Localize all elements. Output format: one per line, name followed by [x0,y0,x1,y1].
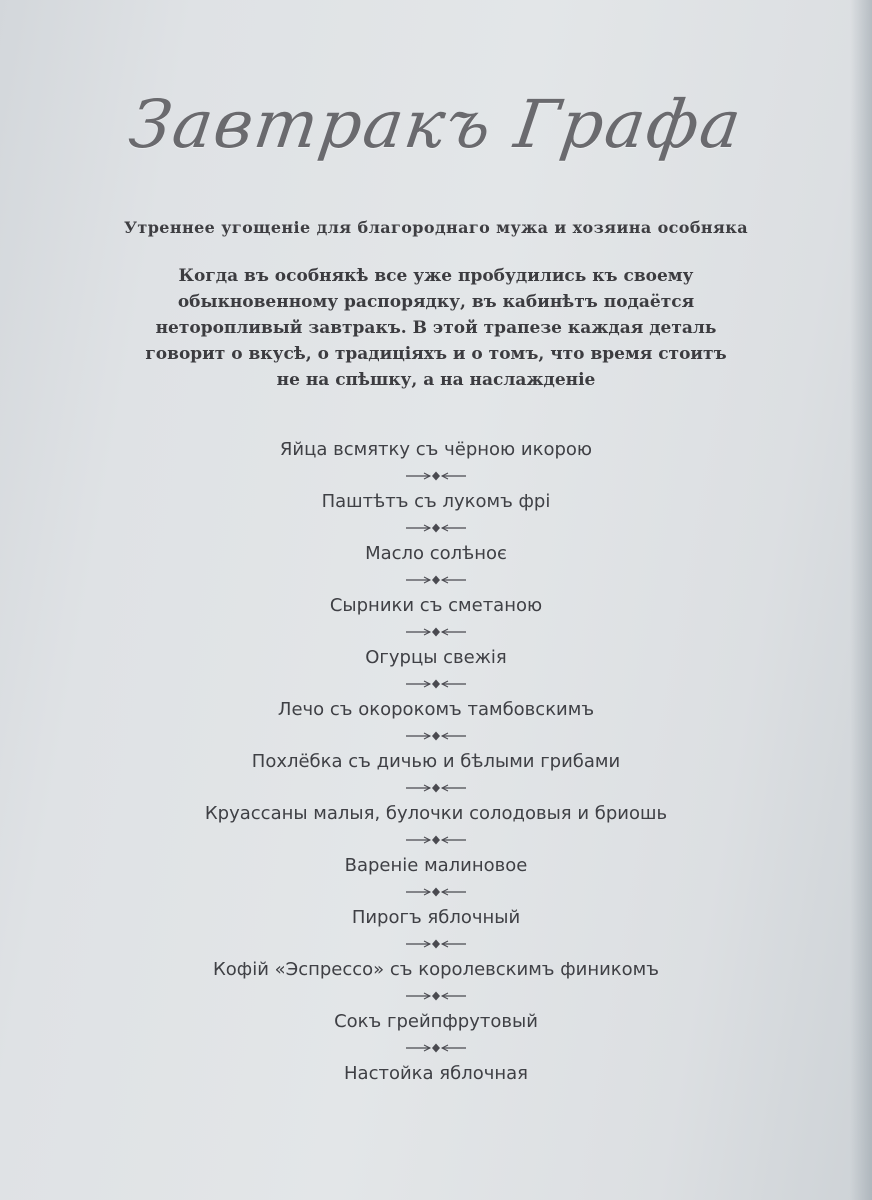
intro-line: неторопливый завтракъ. В этой трапезе каждая деталь [155,318,717,338]
menu-item: Кофій «Эспрессо» съ королевскимъ финикомъ [213,959,659,980]
ornament-divider [0,879,872,904]
ornament-divider [0,463,872,488]
menu-item: Круассаны малыя, булочки солодовыя и бриошь [204,803,668,824]
ornament-divider [0,723,872,748]
intro-paragraph [60,263,812,393]
intro-line: не на спѣшку, а на наслажденіе [276,370,596,390]
ornament-divider [0,671,872,696]
menu-item: Огурцы свежія [365,647,507,668]
menu-item: Паштѣтъ съ лукомъ фрі [321,491,551,512]
page-title: Завтракъ Графа [124,86,748,163]
ornament-divider [0,567,872,592]
ornament-divider [0,983,872,1008]
menu-item: Вареніе малиновое [344,855,528,876]
intro-line: обыкновенному распорядку, въ кабинѣтъ подаётся [177,292,695,312]
menu-item: Яйца всмятку съ чёрною икорою [279,439,593,460]
menu-item: Похлёбка съ дичью и бѣлыми грибами [251,751,621,772]
intro-line: говорит о вкусѣ, о традиціяхъ и о томъ, что время стоитъ [145,344,727,364]
ornament-divider [0,775,872,800]
menu-item: Настойка яблочная [344,1063,528,1084]
menu-item: Лечо съ окорокомъ тамбовскимъ [277,699,595,720]
ornament-divider [0,1035,872,1060]
intro-line: Когда въ особнякѣ все уже пробудились къ своему [178,266,694,286]
menu-item: Сокъ грейпфрутовый [334,1011,538,1032]
menu-list [0,436,872,1087]
ornament-divider [0,931,872,956]
ornament-divider [0,515,872,540]
menu-item: Пирогъ яблочный [351,907,521,928]
menu-item: Сырники съ сметаною [329,595,543,616]
ornament-divider [0,827,872,852]
ornament-divider [0,619,872,644]
menu-item: Масло солѣноє [365,543,507,564]
subtitle: Утреннее угощеніе для благороднаго мужа и хозяина особняка [124,218,748,237]
